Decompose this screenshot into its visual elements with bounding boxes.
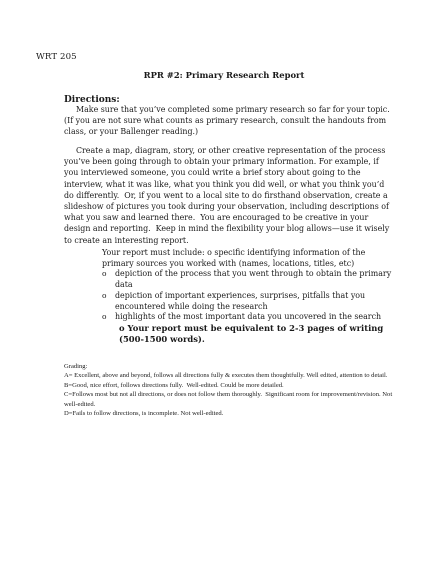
bullet-icon: o [102, 269, 107, 279]
directions-paragraph-1: Make sure that you’ve completed some primary research so far for your topic. (If you are not sure what counts as primary research, consult the handouts from class, or your Ballenger reading.) [64, 105, 393, 137]
requirements-intro: Your report must include: o specific identifying information of the primary sources you worked with (names, locations, titles, etc) [102, 248, 368, 268]
grade-a-criteria: A= Excellent, above and beyond, follows all directions fully & executes them thoughtfully. Well edited, attention to detail. [64, 372, 388, 380]
directions-paragraph-2: Create a map, diagram, story, or other creative representation of the process you’ve been going through to obtain your primary information. For example, if you interviewed someone, you could write a brief story about going to the interview, what it was like, what you think you did well, or what you think you’d do differently. Or, if you went to a local site to do firsthand observation, create a slideshow of pictures you took during your observation, including descriptions of what you saw and learned there. You are encouraged to be creative in your design and reporting. Keep in mind the flexibility your blog allows—use it wisely to create an interesting report. [64, 146, 392, 245]
requirement-text: depiction of important experiences, surprises, pitfalls that you encountered while doing the research [115, 290, 368, 311]
grading-section [64, 362, 399, 418]
requirement-item [102, 269, 392, 290]
requirement-item [102, 291, 392, 312]
grade-b-criteria: B=Good, nice effort, follows directions fully. Well-edited. Could be more detailed. [64, 381, 284, 389]
directions-heading: Directions: [64, 95, 120, 105]
requirement-item [102, 312, 392, 323]
requirement-text: highlights of the most important data you uncovered in the search [115, 312, 382, 322]
requirement-text: depiction of the process that you went through to obtain the primary data [115, 269, 394, 290]
bullet-icon: o [102, 290, 107, 300]
requirements-section [102, 248, 392, 346]
grade-c-criteria: C=Follows most but not all directions, or does not follow them thoroughly. Significant room for improvement/revision. Not well-edited. [64, 391, 394, 408]
grade-d-criteria: D=Fails to follow directions, is incomplete. Not well-edited. [64, 410, 224, 418]
course-code: WRT 205 [36, 52, 77, 62]
grading-heading: Grading: [64, 363, 88, 370]
bullet-icon: o [102, 312, 107, 322]
length-requirement: o Your report must be equivalent to 2-3 pages of writing (500-1500 words). [119, 322, 387, 345]
requirements-list [102, 269, 392, 323]
document-title: RPR #2: Primary Research Report [143, 70, 305, 80]
